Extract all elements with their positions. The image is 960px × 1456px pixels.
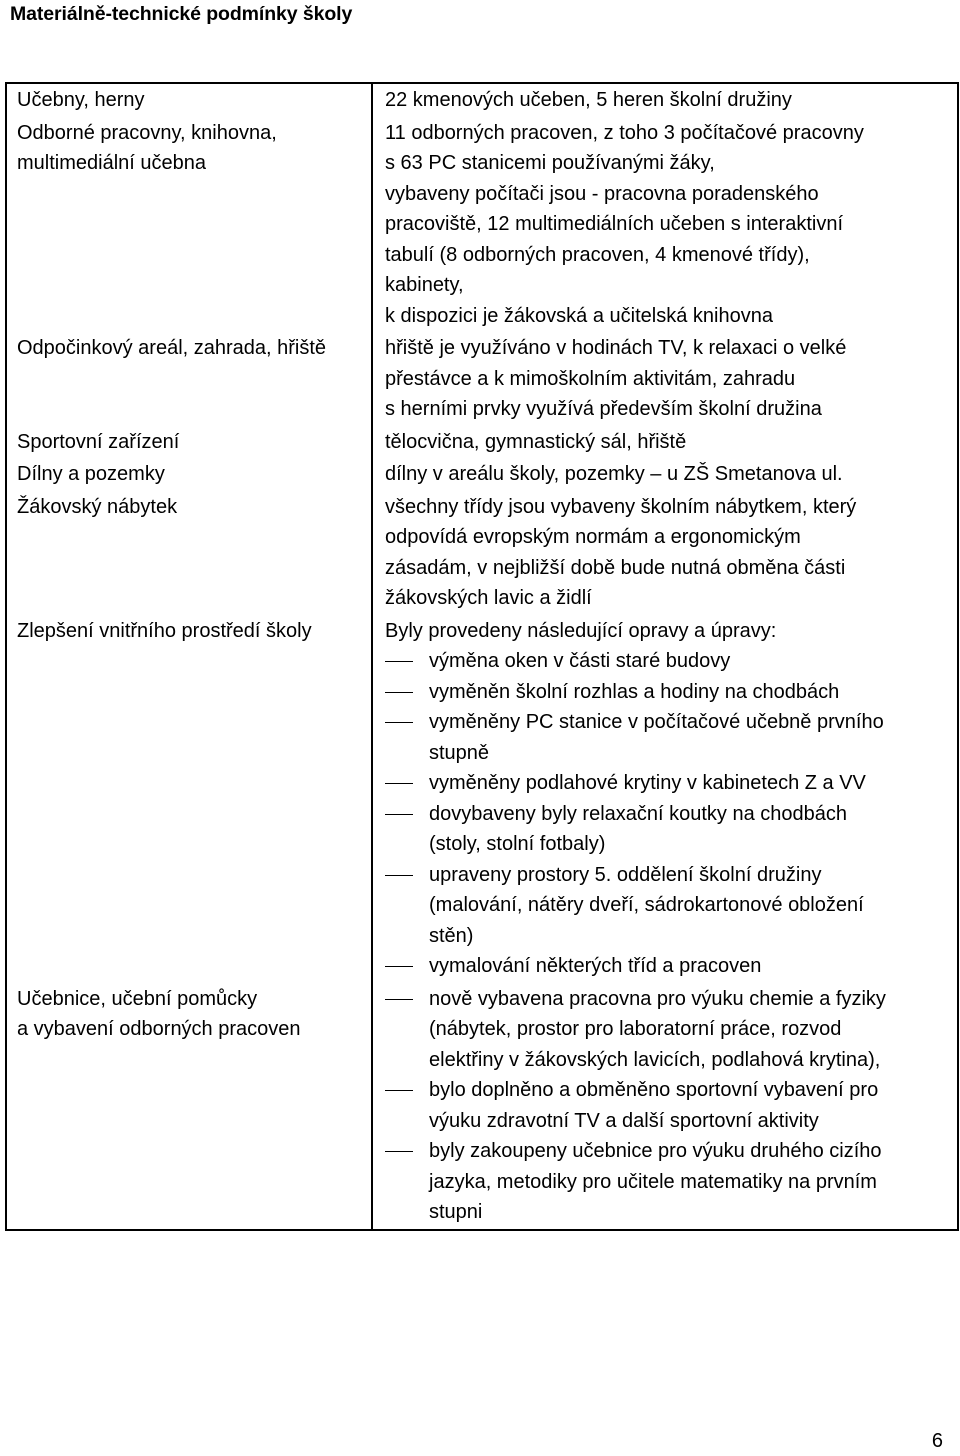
dash-bullet-icon (385, 999, 413, 1000)
row-value (372, 426, 958, 459)
row-label (6, 615, 372, 983)
list-item (385, 984, 951, 1076)
row-value-line: pracoviště, 12 multimediálních učeben s interaktivní (385, 213, 844, 235)
list-item-line: výuku zdravotní TV a další sportovní aktivity (429, 1109, 819, 1132)
list-item-line: stěn) (429, 924, 474, 947)
row-value-line: 22 kmenových učeben, 5 heren školní družiny (385, 89, 792, 111)
list-item-line: (nábytek, prostor pro laboratorní práce, rozvod (429, 1018, 842, 1040)
row-label-line: Žákovský nábytek (17, 495, 178, 518)
list-item (385, 799, 951, 860)
table-row-improvements (6, 615, 958, 983)
improvements-intro: Byly provedeny následující opravy a úpravy: (385, 619, 777, 642)
table-row (6, 458, 958, 491)
row-label (6, 117, 372, 333)
dash-bullet-icon (385, 875, 413, 876)
row-value-line: přestávce a k mimoškolním aktivitám, zahradu (385, 367, 796, 390)
textbooks-list (385, 984, 951, 1228)
dash-bullet-icon (385, 814, 413, 815)
row-value-line: dílny v areálu školy, pozemky – u ZŠ Smetanova ul. (385, 463, 843, 485)
list-item-line: upraveny prostory 5. oddělení školní družiny (429, 863, 822, 886)
row-label (6, 491, 372, 615)
row-value (372, 491, 958, 615)
row-value-line: kabinety, (385, 274, 464, 296)
list-item (385, 707, 951, 768)
list-item-line: byly zakoupeny učebnice pro výuku druhého cizího (429, 1140, 882, 1162)
list-item-line: vyměněny PC stanice v počítačové učebně prvního (429, 711, 884, 733)
list-item (385, 1075, 951, 1136)
list-item-line: nově vybavena pracovna pro výuku chemie a fyziky (429, 987, 886, 1010)
table-row (6, 426, 958, 459)
dash-bullet-icon (385, 966, 413, 967)
row-value-line: tělocvična, gymnastický sál, hřiště (385, 430, 687, 453)
list-item-line: (malování, nátěry dveří, sádrokartonové obložení (429, 894, 864, 916)
row-value-line: s herními prvky využívá především školní družina (385, 398, 822, 420)
list-item-line: vyměněny podlahové krytiny v kabinetech Z a VV (429, 772, 866, 794)
list-item (385, 646, 951, 677)
list-item-line: elektřiny v žákovských lavicích, podlahová krytina), (429, 1048, 881, 1071)
page-number: 6 (931, 1430, 943, 1452)
row-value-line: 11 odborných pracoven, z toho 3 počítačové pracovny (385, 121, 864, 144)
dash-bullet-icon (385, 1151, 413, 1152)
facilities-table (5, 82, 959, 1231)
table-row (6, 332, 958, 426)
list-item (385, 677, 951, 708)
facilities-table-body (6, 83, 958, 1230)
improvements-list (385, 646, 951, 982)
table-row (6, 491, 958, 615)
dash-bullet-icon (385, 1090, 413, 1091)
row-label (6, 983, 372, 1230)
row-value-line: tabulí (8 odborných pracoven, 4 kmenové třídy), (385, 243, 810, 266)
row-value-line: všechny třídy jsou vybaveny školním nábytkem, který (385, 495, 857, 518)
row-value-line: žákovských lavic a židlí (385, 587, 592, 609)
list-item-line: vymalování některých tříd a pracoven (429, 955, 762, 977)
list-item-line: jazyka, metodiky pro učitele matematiky na prvním (429, 1170, 877, 1193)
row-label-line: Dílny a pozemky (17, 463, 165, 485)
list-item (385, 860, 951, 952)
table-row-textbooks (6, 983, 958, 1230)
table-row (6, 117, 958, 333)
dash-bullet-icon (385, 722, 413, 723)
row-value (372, 83, 958, 117)
row-label-line: Zlepšení vnitřního prostředí školy (17, 619, 312, 642)
list-item-line: stupně (429, 741, 490, 764)
row-value (372, 458, 958, 491)
row-value-line: odpovídá evropským normám a ergonomickým (385, 526, 801, 548)
dash-bullet-icon (385, 661, 413, 662)
row-label-line: Učebnice, učební pomůcky (17, 987, 258, 1010)
row-value (372, 332, 958, 426)
list-item (385, 768, 951, 799)
dash-bullet-icon (385, 692, 413, 693)
list-item-line: vyměněn školní rozhlas a hodiny na chodbách (429, 680, 840, 703)
row-value (372, 615, 958, 983)
row-value (372, 117, 958, 333)
page-title: Materiálně-technické podmínky školy (10, 3, 353, 25)
row-value-line: vybaveny počítači jsou - pracovna poradenského (385, 182, 819, 205)
list-item-line: dovybaveny byly relaxační koutky na chodbách (429, 802, 848, 825)
list-item-line: výměna oken v části staré budovy (429, 650, 731, 672)
row-label-line: Odpočinkový areál, zahrada, hřiště (17, 337, 327, 359)
list-item-line: (stoly, stolní fotbaly) (429, 833, 606, 855)
dash-bullet-icon (385, 783, 413, 784)
row-value-line: zásadám, v nejbližší době bude nutná obměna části (385, 556, 846, 579)
row-label (6, 426, 372, 459)
list-item-line: bylo doplněno a obměněno sportovní vybavení pro (429, 1079, 879, 1101)
row-label-line: a vybavení odborných pracoven (17, 1018, 301, 1040)
list-item (385, 951, 951, 982)
row-label-line: Odborné pracovny, knihovna, (17, 121, 277, 144)
row-label (6, 458, 372, 491)
row-value-line: hřiště je využíváno v hodinách TV, k relaxaci o velké (385, 337, 847, 359)
row-label (6, 332, 372, 426)
row-label-line: multimediální učebna (17, 152, 206, 174)
row-value-line: s 63 PC stanicemi používanými žáky, (385, 152, 715, 174)
row-label-line: Sportovní zařízení (17, 430, 180, 453)
row-value (372, 983, 958, 1230)
list-item-line: stupni (429, 1201, 483, 1223)
row-label-line: Učebny, herny (17, 89, 145, 111)
row-label (6, 83, 372, 117)
table-row (6, 83, 958, 117)
row-value-line: k dispozici je žákovská a učitelská knihovna (385, 304, 773, 327)
list-item (385, 1136, 951, 1228)
